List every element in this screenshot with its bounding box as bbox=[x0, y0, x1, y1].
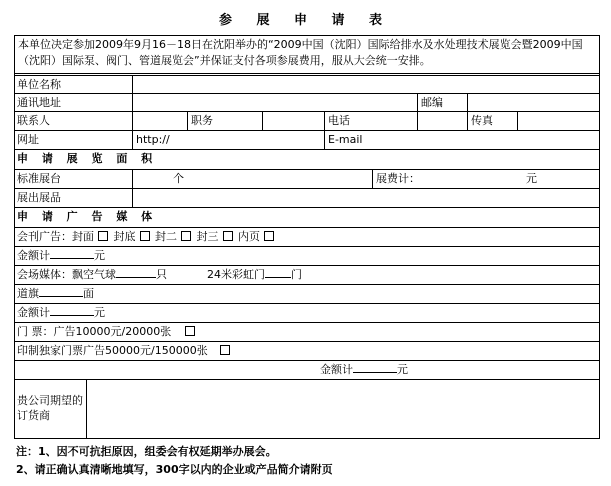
notes bbox=[16, 443, 333, 479]
venue-media-cell bbox=[14, 266, 600, 284]
total-cell bbox=[317, 361, 600, 379]
standard-booth-row bbox=[14, 170, 600, 189]
inside-front-checkbox[interactable] bbox=[181, 231, 191, 241]
exclusive-ticket-label: 印制独家门票广告50000元/150000张 bbox=[17, 344, 208, 357]
intro-text: 本单位决定参加2009年9月16－18日在沈阳举办的“2009中国（沈阳）国际给排水及水处理技术展览会暨2009中国（沈阳）国际泵、阀门、管道展览会”并保证支付各项参展费用，服从大会统一安排。 bbox=[18, 38, 583, 67]
address-label: 通讯地址 bbox=[17, 96, 61, 109]
venue-media-label: 会场媒体：飘空气球 bbox=[17, 268, 116, 281]
standard-booth-label: 标准展台 bbox=[17, 172, 61, 185]
catalog-amount-label: 金额计 bbox=[17, 249, 50, 262]
supplier-label: 贵公司期望的订货商 bbox=[17, 394, 83, 422]
media-amount-cell bbox=[14, 304, 600, 322]
intro-row bbox=[14, 35, 600, 74]
catalog-ads-label: 会刊广告： bbox=[17, 230, 72, 243]
total-unit: 元 bbox=[397, 363, 408, 376]
total-row bbox=[14, 361, 600, 380]
ticket-ad-cell bbox=[14, 323, 600, 341]
form-title: 参 展 申 请 表 bbox=[218, 13, 393, 28]
contact-label: 联系人 bbox=[17, 114, 50, 127]
booth-fee-unit: 元 bbox=[526, 172, 537, 185]
catalog-amount-cell bbox=[14, 247, 600, 265]
ticket-ad-row bbox=[14, 323, 600, 342]
ads-heading-row bbox=[14, 208, 600, 228]
website-label: 网址 bbox=[17, 133, 39, 146]
exhibits-input[interactable] bbox=[132, 189, 600, 207]
booth-unit: 个 bbox=[173, 172, 184, 185]
catalog-option-back-cover: 封底 bbox=[113, 230, 136, 243]
position-label: 职务 bbox=[187, 112, 262, 130]
media-amount-unit: 元 bbox=[94, 306, 105, 319]
website-input[interactable]: http:// bbox=[132, 131, 324, 149]
exhibits-row bbox=[14, 189, 600, 208]
front-cover-checkbox[interactable] bbox=[98, 231, 108, 241]
ticket-ad-checkbox[interactable] bbox=[185, 326, 195, 336]
note-1: 注：1、因不可抗拒原因，组委会有权延期举办展会。 bbox=[16, 445, 277, 458]
total-amount-blank[interactable] bbox=[353, 361, 397, 373]
company-row bbox=[14, 76, 600, 94]
exhibits-label: 展出展品 bbox=[17, 191, 61, 204]
flag-unit: 面 bbox=[83, 287, 94, 300]
media-amount-row bbox=[14, 304, 600, 323]
back-cover-checkbox[interactable] bbox=[140, 231, 150, 241]
supplier-row bbox=[14, 380, 600, 439]
flag-count-blank[interactable] bbox=[39, 285, 83, 297]
supplier-input[interactable] bbox=[86, 380, 600, 439]
contact-input[interactable] bbox=[132, 112, 187, 130]
contact-row bbox=[14, 112, 600, 131]
inside-back-checkbox[interactable] bbox=[223, 231, 233, 241]
catalog-option-inside-front: 封二 bbox=[155, 230, 177, 243]
booth-fee-label: 展费计： bbox=[376, 172, 420, 185]
arch-unit: 门 bbox=[291, 268, 302, 281]
email-label: E-mail bbox=[324, 131, 600, 149]
balloon-unit: 只 bbox=[156, 268, 167, 281]
venue-media-row bbox=[14, 266, 600, 285]
catalog-option-inside-back: 封三 bbox=[196, 230, 219, 243]
media-amount-blank[interactable] bbox=[50, 304, 94, 316]
catalog-option-front-cover: 封面 bbox=[72, 230, 94, 243]
address-row bbox=[14, 94, 600, 112]
media-amount-label: 金额计 bbox=[17, 306, 50, 319]
booth-count-input[interactable] bbox=[132, 170, 372, 188]
total-label: 金额计 bbox=[320, 363, 353, 376]
fax-label: 传真 bbox=[467, 112, 517, 130]
inner-page-checkbox[interactable] bbox=[264, 231, 274, 241]
catalog-ads-row bbox=[14, 228, 600, 247]
note-2: 2、请正确认真清晰地填写，300字以内的企业或产品简介请附页 bbox=[16, 463, 333, 476]
phone-label: 电话 bbox=[324, 112, 417, 130]
flag-row bbox=[14, 285, 600, 304]
booth-heading: 申 请 展 览 面 积 bbox=[17, 152, 158, 165]
fax-input[interactable] bbox=[517, 112, 600, 130]
flag-cell bbox=[14, 285, 600, 303]
website-row bbox=[14, 131, 600, 150]
catalog-amount-row bbox=[14, 247, 600, 266]
booth-heading-row bbox=[14, 150, 600, 170]
postcode-input[interactable] bbox=[467, 94, 600, 111]
exclusive-ticket-checkbox[interactable] bbox=[220, 345, 230, 355]
phone-input[interactable] bbox=[417, 112, 467, 130]
company-input[interactable] bbox=[132, 76, 600, 93]
company-label: 单位名称 bbox=[17, 78, 61, 91]
booth-fee-cell[interactable] bbox=[372, 170, 600, 188]
catalog-option-inner-page: 内页 bbox=[238, 230, 260, 243]
balloon-count-blank[interactable] bbox=[116, 266, 156, 278]
postcode-label: 邮编 bbox=[417, 94, 467, 111]
exclusive-ticket-cell bbox=[14, 342, 600, 360]
ads-heading: 申 请 广 告 媒 体 bbox=[17, 210, 158, 223]
flag-label: 道旗 bbox=[17, 287, 39, 300]
arch-label: 24米彩虹门 bbox=[207, 268, 265, 281]
catalog-ads-cell bbox=[14, 228, 600, 246]
arch-count-blank[interactable] bbox=[265, 266, 291, 278]
position-input[interactable] bbox=[262, 112, 324, 130]
catalog-amount-blank[interactable] bbox=[50, 247, 94, 259]
exclusive-ticket-row bbox=[14, 342, 600, 361]
address-input[interactable] bbox=[132, 94, 417, 111]
catalog-amount-unit: 元 bbox=[94, 249, 105, 262]
ticket-ad-label: 门 票：广告10000元/20000张 bbox=[17, 325, 172, 338]
